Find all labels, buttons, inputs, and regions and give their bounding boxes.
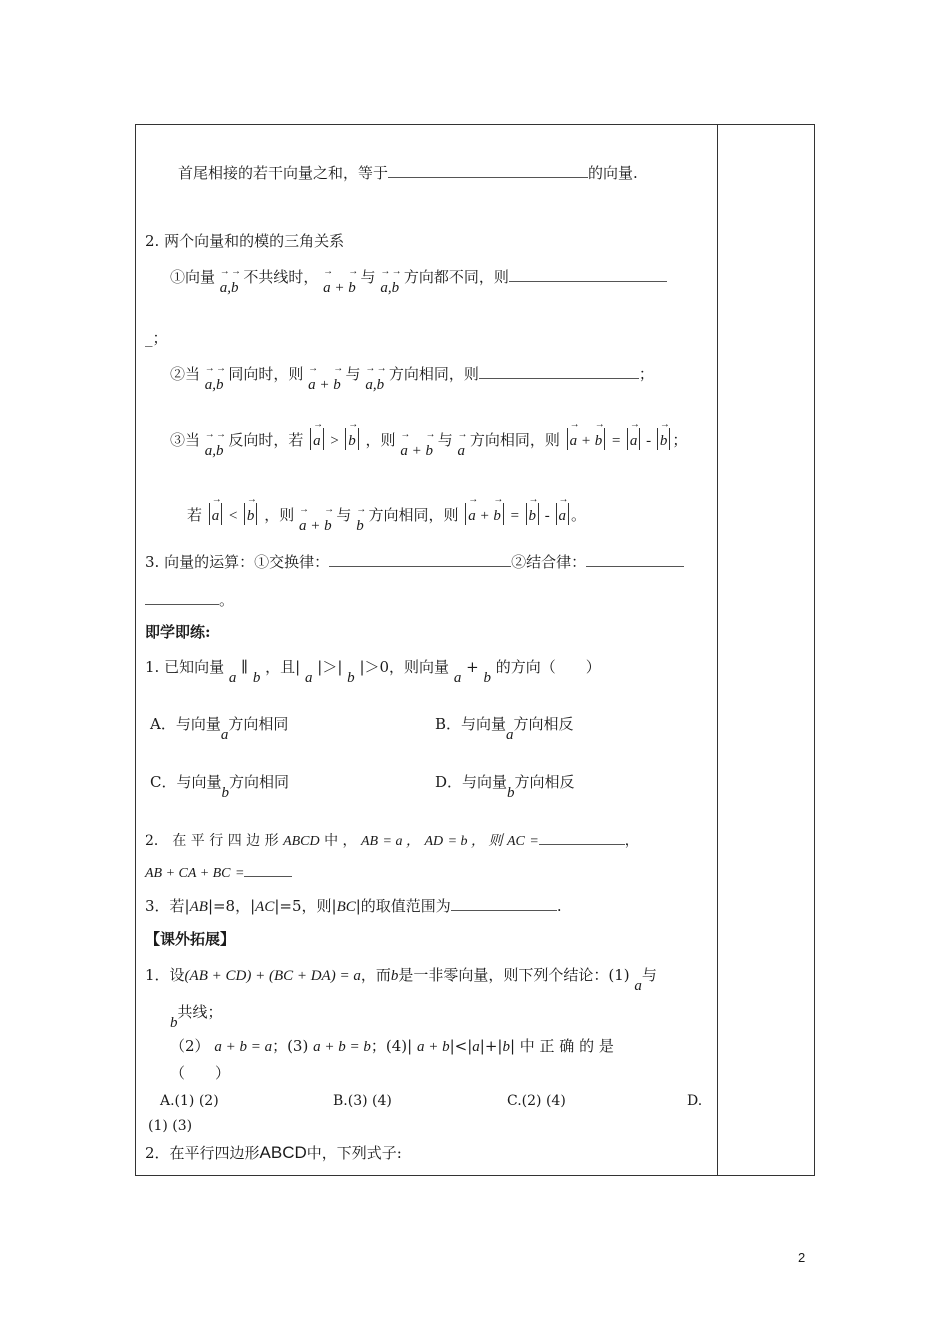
- vector-a-b: a → ,b →: [365, 363, 387, 393]
- option-a[interactable]: [150, 714, 289, 743]
- answer-blank[interactable]: [479, 364, 639, 379]
- vector-a: a: [453, 670, 462, 686]
- extension-title: 【课外拓展】: [145, 930, 236, 948]
- vector-b: b →: [356, 504, 367, 534]
- case-1-tail: _；: [145, 329, 168, 347]
- text: 同向时，则: [228, 365, 304, 383]
- math: b: [170, 1015, 178, 1031]
- extension-option-d[interactable]: D.: [687, 1093, 703, 1109]
- text: 的方向（ ）: [495, 658, 601, 676]
- section-3-line: [145, 552, 684, 572]
- math: =: [529, 834, 539, 849]
- vector-a-b: a → ,b →: [204, 429, 227, 459]
- text: B．与向量: [435, 715, 507, 733]
- vector-a: a: [305, 670, 313, 686]
- option-b[interactable]: [435, 714, 574, 743]
- vector-b: b: [252, 670, 261, 686]
- text: 。: [219, 591, 235, 609]
- vector-b: b: [347, 670, 355, 686]
- extension-option-a[interactable]: A.(1) (2): [160, 1093, 219, 1109]
- math: AB + CA + BC: [145, 866, 231, 881]
- extension-option-d-cont: (1) (3): [148, 1118, 193, 1134]
- text: 与: [336, 506, 352, 524]
- text: 中 ，: [324, 833, 357, 849]
- practice-title: 即学即练:: [145, 623, 211, 641]
- text: |＞0，则向量: [359, 658, 450, 676]
- case-4-line: [187, 494, 587, 534]
- text: 方向相同，则: [388, 365, 479, 383]
- text: 若: [187, 506, 203, 524]
- page-number: 2: [798, 1250, 806, 1265]
- text: ；(4)|: [370, 1037, 413, 1055]
- text: 方向相反: [513, 715, 574, 733]
- text: |=5，则|: [274, 897, 337, 915]
- commutative-blank[interactable]: [329, 552, 511, 567]
- extension-q2: [145, 1143, 402, 1163]
- text: .: [556, 897, 562, 915]
- math: a + b: [416, 1039, 450, 1055]
- math: =: [234, 866, 245, 881]
- vector-b: b: [483, 670, 491, 686]
- math: BC: [336, 899, 356, 915]
- text: ；: [638, 365, 654, 383]
- text: 方向相同，则: [469, 431, 560, 449]
- text: ∥: [241, 658, 249, 676]
- abs-a-lt-abs-b: a → < b →: [207, 508, 260, 524]
- text: ，而: [360, 966, 391, 984]
- text: 不共线时，: [243, 268, 319, 286]
- section-2-title: 2. 两个向量和的模的三角关系: [145, 232, 345, 250]
- text: 的向量.: [588, 164, 638, 182]
- math: (AB + CD) + (BC + DA) = a: [184, 968, 361, 984]
- text: |＞|: [317, 658, 343, 676]
- text: ，则: [365, 431, 396, 449]
- text: 2．在平行四边形: [145, 1144, 260, 1162]
- text: D．与向量: [435, 773, 508, 791]
- vector-a-b: a → ,b →: [219, 266, 242, 296]
- text: ，则: [264, 506, 295, 524]
- vector-b: b: [221, 785, 229, 801]
- vector-a: a →: [457, 429, 468, 459]
- answer-blank[interactable]: [509, 267, 667, 282]
- math: = a ，: [382, 834, 420, 849]
- math: a: [472, 1039, 480, 1055]
- abs-a-gt-abs-b: a → > b →: [308, 433, 361, 449]
- extension-q1-line3: [170, 1036, 614, 1057]
- option-c[interactable]: [150, 772, 289, 801]
- math: ABCD: [259, 1143, 307, 1162]
- case-3-line: [170, 419, 688, 459]
- vector-sum: a → + b →: [299, 504, 335, 534]
- text: 反向时，若: [228, 431, 304, 449]
- text: 方向相同: [228, 715, 289, 733]
- extension-q1-line2: [170, 1002, 223, 1031]
- text: ，且|: [265, 658, 301, 676]
- math: ABCD: [283, 834, 320, 849]
- text: 中，下列式子:: [306, 1144, 402, 1162]
- text: 与: [360, 268, 376, 286]
- option-d[interactable]: [435, 772, 575, 801]
- text: 首尾相接的若干向量之和，等于: [178, 164, 389, 182]
- vector-b: b: [507, 785, 515, 801]
- text: ①向量: [170, 268, 216, 286]
- text: 与: [437, 431, 453, 449]
- answer-blank[interactable]: [244, 862, 292, 877]
- text: |=8，|: [207, 897, 256, 915]
- text: 是一非零向量，则下列个结论：(1): [398, 966, 630, 984]
- text: A．与向量: [150, 715, 221, 733]
- math: = b ， 则: [447, 834, 503, 849]
- sum-definition-line: [178, 163, 638, 183]
- extension-option-b[interactable]: B.(3) (4): [333, 1093, 392, 1109]
- answer-blank[interactable]: [451, 896, 557, 911]
- text: C．与向量: [150, 773, 222, 791]
- math: b: [390, 968, 399, 984]
- vector-a: a: [506, 727, 514, 743]
- text: ，: [624, 833, 639, 849]
- text: ；(3): [272, 1037, 309, 1055]
- text: ②当: [170, 365, 201, 383]
- section-3-tail: [145, 590, 234, 610]
- text: |的取值范围为: [355, 897, 451, 915]
- associative-blank-cont[interactable]: [145, 590, 219, 605]
- text: 与: [345, 365, 361, 383]
- text: | 中 正 确 的 是: [509, 1037, 614, 1055]
- math: b: [502, 1039, 510, 1055]
- answer-blank[interactable]: [539, 830, 625, 845]
- text: ②结合律：: [511, 553, 587, 571]
- text: ③当: [170, 431, 201, 449]
- practice-q1: [145, 657, 601, 686]
- extension-q1: [145, 965, 657, 994]
- case-2-line: [170, 363, 654, 393]
- vector-a-b: a → ,b →: [380, 266, 402, 296]
- math: AB: [189, 899, 208, 915]
- extension-q1-paren: （ ）: [170, 1064, 231, 1082]
- vector-a-b: a → ,b →: [204, 363, 227, 393]
- text: +: [466, 658, 479, 676]
- text: 方向都不同，则: [403, 268, 509, 286]
- text: 方向相反: [514, 773, 575, 791]
- practice-q2-line2: [145, 862, 292, 884]
- practice-q3: [145, 896, 562, 917]
- math: a + b = a: [214, 1039, 273, 1055]
- text: |+|: [479, 1037, 503, 1055]
- text: |<|: [449, 1037, 473, 1055]
- text: 方向相同，则: [368, 506, 459, 524]
- column-divider: [717, 124, 718, 1176]
- case-1-line: [170, 266, 667, 296]
- text: 方向相同: [228, 773, 289, 791]
- text: 1. 已知向量: [145, 658, 225, 676]
- math: AC: [506, 834, 525, 849]
- math: AD: [424, 834, 444, 849]
- associative-blank[interactable]: [586, 552, 684, 567]
- vector-sum: a → + b →: [323, 266, 359, 296]
- text: 与: [641, 966, 657, 984]
- vector-sum: a → + b →: [308, 363, 344, 393]
- text: 共线；: [177, 1003, 223, 1021]
- modulus-equation: a → + b → = a → - b →: [565, 433, 673, 449]
- text: 。: [571, 506, 587, 524]
- extension-option-c[interactable]: C.(2) (4): [507, 1093, 566, 1109]
- math: a + b = b: [313, 1039, 371, 1055]
- text: ；: [672, 431, 688, 449]
- answer-blank[interactable]: [388, 163, 588, 178]
- vector-a: a: [220, 727, 229, 743]
- math: a: [634, 978, 642, 994]
- vector-a: a: [228, 670, 237, 686]
- vector-sum: a → + b →: [400, 429, 436, 459]
- text: 2． 在 平 行 四 边 形: [145, 833, 279, 849]
- text: 1．设: [145, 966, 185, 984]
- practice-q2: [145, 830, 639, 852]
- math: AC: [255, 899, 275, 915]
- math: AB: [360, 834, 379, 849]
- text: （2）: [170, 1037, 210, 1055]
- modulus-equation: a → + b → = b → - a →: [463, 508, 571, 524]
- text: 3. 向量的运算：①交换律：: [145, 553, 330, 571]
- text: 3．若|: [145, 897, 190, 915]
